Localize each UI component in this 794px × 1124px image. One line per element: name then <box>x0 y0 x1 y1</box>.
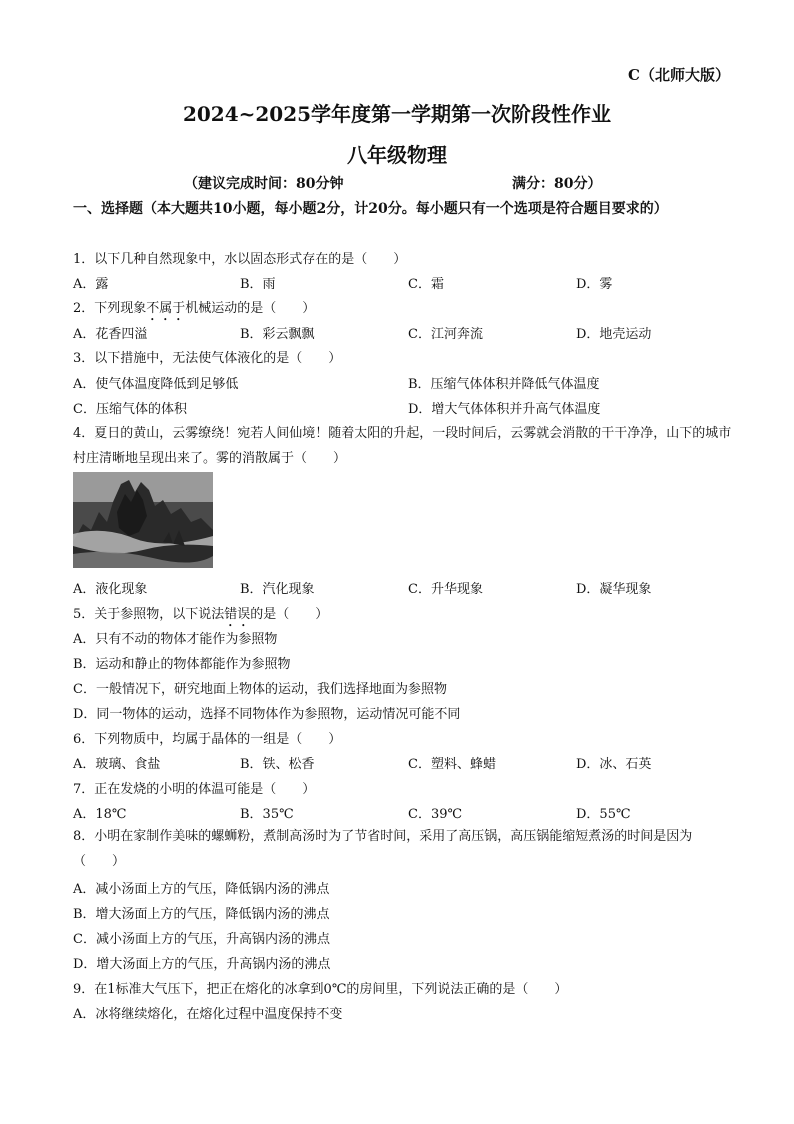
question-6-option-b: B．铁、松香 <box>240 757 315 772</box>
question-2-option-c: C．江河奔流 <box>408 327 483 342</box>
suggested-time: （建议完成时间：80分钟 <box>184 176 344 192</box>
question-7-option-b: B．35℃ <box>240 807 294 822</box>
question-1-option-a: A．露 <box>73 277 109 292</box>
question-3-option-d: D．增大气体体积并升高气体温度 <box>408 402 601 417</box>
question-2-emphasis: 不属于 <box>146 301 186 316</box>
question-2-option-b: B．彩云飘飘 <box>240 327 315 342</box>
section-heading: 一、选择题（本大题共10小题，每小题2分，计20分。每小题只有一个选项是符合题目要求的） <box>73 201 668 217</box>
question-5-stem-post: 的是（ ） <box>250 607 329 622</box>
question-5-option-b: B．运动和静止的物体都能作为参照物 <box>73 657 291 672</box>
full-score: 满分：80分） <box>512 176 602 192</box>
question-8-option-d: D．增大汤面上方的气压，升高锅内汤的沸点 <box>73 957 331 972</box>
question-2-stem <box>73 297 315 324</box>
question-8-stem: 8．小明在家制作美味的螺蛳粉，煮制高汤时为了节省时间，采用了高压锅，高压锅能缩短煮汤的时间是因为（ ） <box>73 829 693 869</box>
question-6-option-d: D．冰、石英 <box>576 757 652 772</box>
question-7-option-c: C．39℃ <box>408 807 463 822</box>
question-2-option-a: A．花香四溢 <box>73 327 148 342</box>
question-3-option-b: B．压缩气体体积并降低气体温度 <box>408 377 600 392</box>
question-8-option-a: A．减小汤面上方的气压，降低锅内汤的沸点 <box>73 882 330 897</box>
question-2-stem-pre: 2．下列现象 <box>73 301 147 316</box>
page-subtitle: 八年级物理 <box>347 143 447 167</box>
question-5-option-c: C．一般情况下，研究地面上物体的运动，我们选择地面为参照物 <box>73 682 447 697</box>
question-1-option-b: B．雨 <box>240 277 276 292</box>
question-3-option-a: A．使气体温度降低到足够低 <box>73 377 239 392</box>
question-5-option-d: D．同一物体的运动，选择不同物体作为参照物，运动情况可能不同 <box>73 707 461 722</box>
question-4-stem: 4．夏日的黄山，云雾缭绕！宛若人间仙境！随着太阳的升起，一段时间后，云雾就会消散的干干净净，山下的城市村庄清晰地呈现出来了。雾的消散属于（ ） <box>73 426 732 466</box>
question-6-stem: 6．下列物质中，均属于晶体的一组是（ ） <box>73 732 342 747</box>
question-7-stem: 7．正在发烧的小明的体温可能是（ ） <box>73 782 316 797</box>
question-9-stem: 9．在1标准大气压下，把正在熔化的冰拿到0℃的房间里，下列说法正确的是（ ） <box>73 982 568 997</box>
question-2-option-d: D．地壳运动 <box>576 327 652 342</box>
question-1-option-d: D．雾 <box>576 277 613 292</box>
mountain-photo-graphic <box>73 472 213 568</box>
question-8-option-c: C．减小汤面上方的气压，升高锅内汤的沸点 <box>73 932 330 947</box>
question-7-option-a: A．18℃ <box>73 807 127 822</box>
question-5-emphasis: 错误 <box>224 607 251 622</box>
question-3-option-c: C．压缩气体的体积 <box>73 402 187 417</box>
question-1-option-c: C．霜 <box>408 277 444 292</box>
question-1-stem: 1．以下几种自然现象中，水以固态形式存在的是（ ） <box>73 252 407 267</box>
huangshan-fog-photo <box>73 472 213 568</box>
question-3-stem: 3．以下措施中，无法使气体液化的是（ ） <box>73 351 342 366</box>
question-5-option-a: A．只有不动的物体才能作为参照物 <box>73 632 278 647</box>
question-4-option-a: A．液化现象 <box>73 582 148 597</box>
question-8-option-b: B．增大汤面上方的气压，降低锅内汤的沸点 <box>73 907 330 922</box>
question-7-option-d: D．55℃ <box>576 807 631 822</box>
question-4-option-b: B．汽化现象 <box>240 582 315 597</box>
question-9-option-a: A．冰将继续熔化，在熔化过程中温度保持不变 <box>73 1007 343 1022</box>
question-4-option-d: D．凝华现象 <box>576 582 652 597</box>
edition-label: C（北师大版） <box>628 66 730 84</box>
question-5-stem <box>73 603 328 630</box>
question-2-stem-post: 机械运动的是（ ） <box>185 301 316 316</box>
question-6-option-c: C．塑料、蜂蜡 <box>408 757 496 772</box>
page-title: 2024~2025学年度第一学期第一次阶段性作业 <box>182 102 612 126</box>
question-4-option-c: C．升华现象 <box>408 582 483 597</box>
question-5-stem-pre: 5．关于参照物，以下说法 <box>73 607 225 622</box>
question-6-option-a: A．玻璃、食盐 <box>73 757 161 772</box>
